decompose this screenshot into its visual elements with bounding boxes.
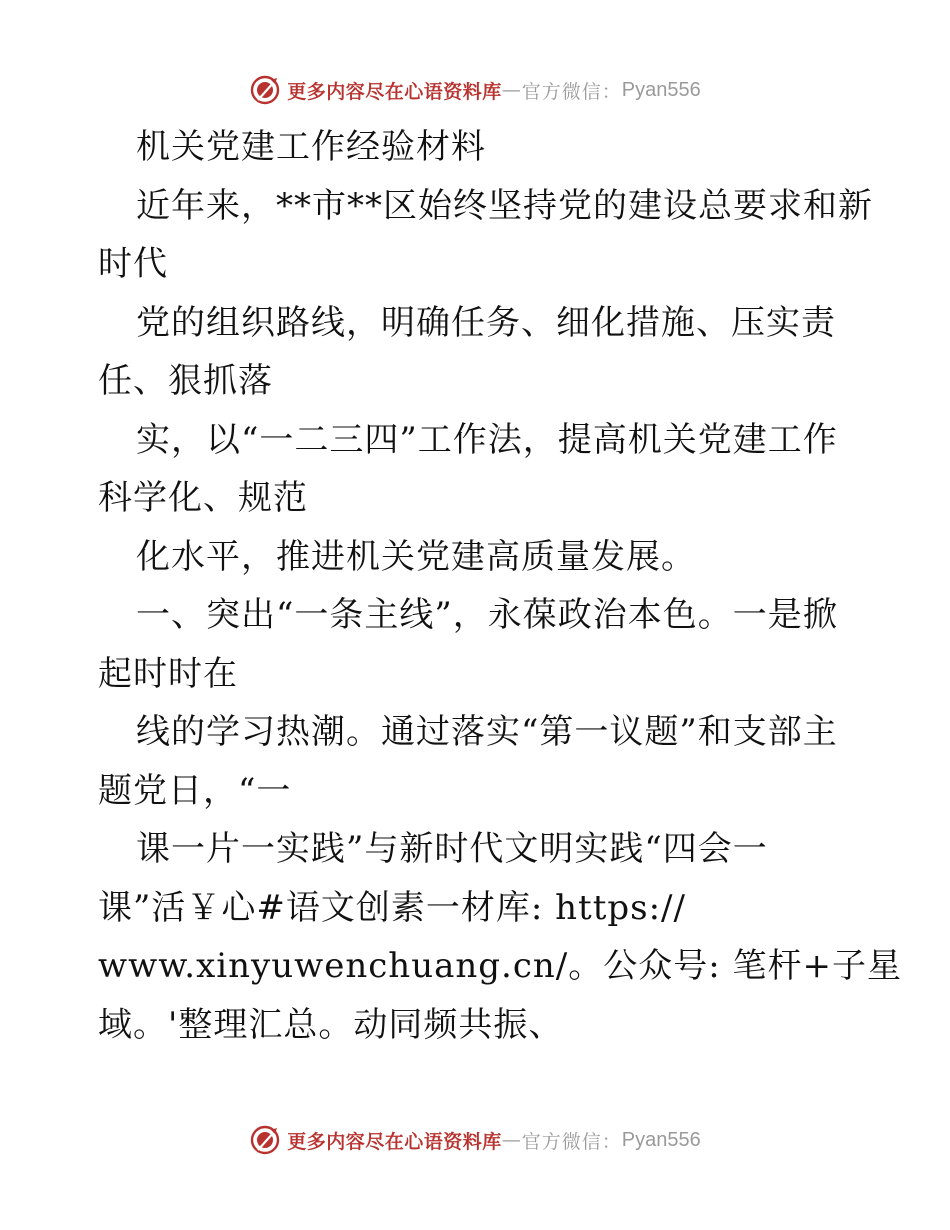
document-title: 机关党建工作经验材料 <box>136 127 486 167</box>
paragraph-line: 线的学习热潮。通过落实“第一议题”和支部主 <box>136 712 838 752</box>
paragraph-line: 党的组织路线，明确任务、细化措施、压实责 <box>136 302 836 343</box>
watermark-footer <box>0 1120 950 1160</box>
quill-pen-seal-icon <box>249 74 281 106</box>
watermark-wechat-id: Pyan556 <box>621 78 701 101</box>
watermark-dash: — <box>501 1129 522 1151</box>
paragraph-line: 题党日，“一 <box>98 770 292 811</box>
paragraph-line: 域。'整理汇总。动同频共振、 <box>98 1004 564 1045</box>
watermark-official-label: 官方微信： <box>521 1130 622 1153</box>
section-heading-line: 一、突出“一条主线”，永葆政治本色。一是掀 <box>136 595 838 635</box>
watermark-official-label: 官方微信： <box>521 80 622 103</box>
watermark-header <box>0 70 950 110</box>
quill-pen-seal-icon <box>249 1124 281 1156</box>
watermark-text: 更多内容尽在心语资料库 <box>287 1130 502 1153</box>
watermark-wechat-id: Pyan556 <box>621 1128 701 1151</box>
paragraph-line: www.xinyuwenchuang.cn/。公众号: 笔杆+子星 <box>98 946 902 986</box>
paragraph-line: 科学化、规范 <box>98 478 308 518</box>
document-body <box>98 118 902 1054</box>
paragraph-line: 任、狠抓落 <box>98 361 273 401</box>
paragraph-line: 课”活￥心#语文创素一材库: https:// <box>98 887 686 928</box>
paragraph-line: 时代 <box>98 244 168 284</box>
watermark-dash: — <box>501 79 522 101</box>
paragraph-line: 化水平，推进机关党建高质量发展。 <box>136 536 696 577</box>
paragraph-line: 课一片一实践”与新时代文明实践“四会一 <box>136 829 768 869</box>
paragraph-line: 近年来，**市**区始终坚持党的建设总要求和新 <box>136 185 873 226</box>
watermark-text: 更多内容尽在心语资料库 <box>287 80 502 103</box>
paragraph-line: 起时时在 <box>98 653 238 694</box>
paragraph-line: 实，以“一二三四”工作法，提高机关党建工作 <box>136 419 838 460</box>
